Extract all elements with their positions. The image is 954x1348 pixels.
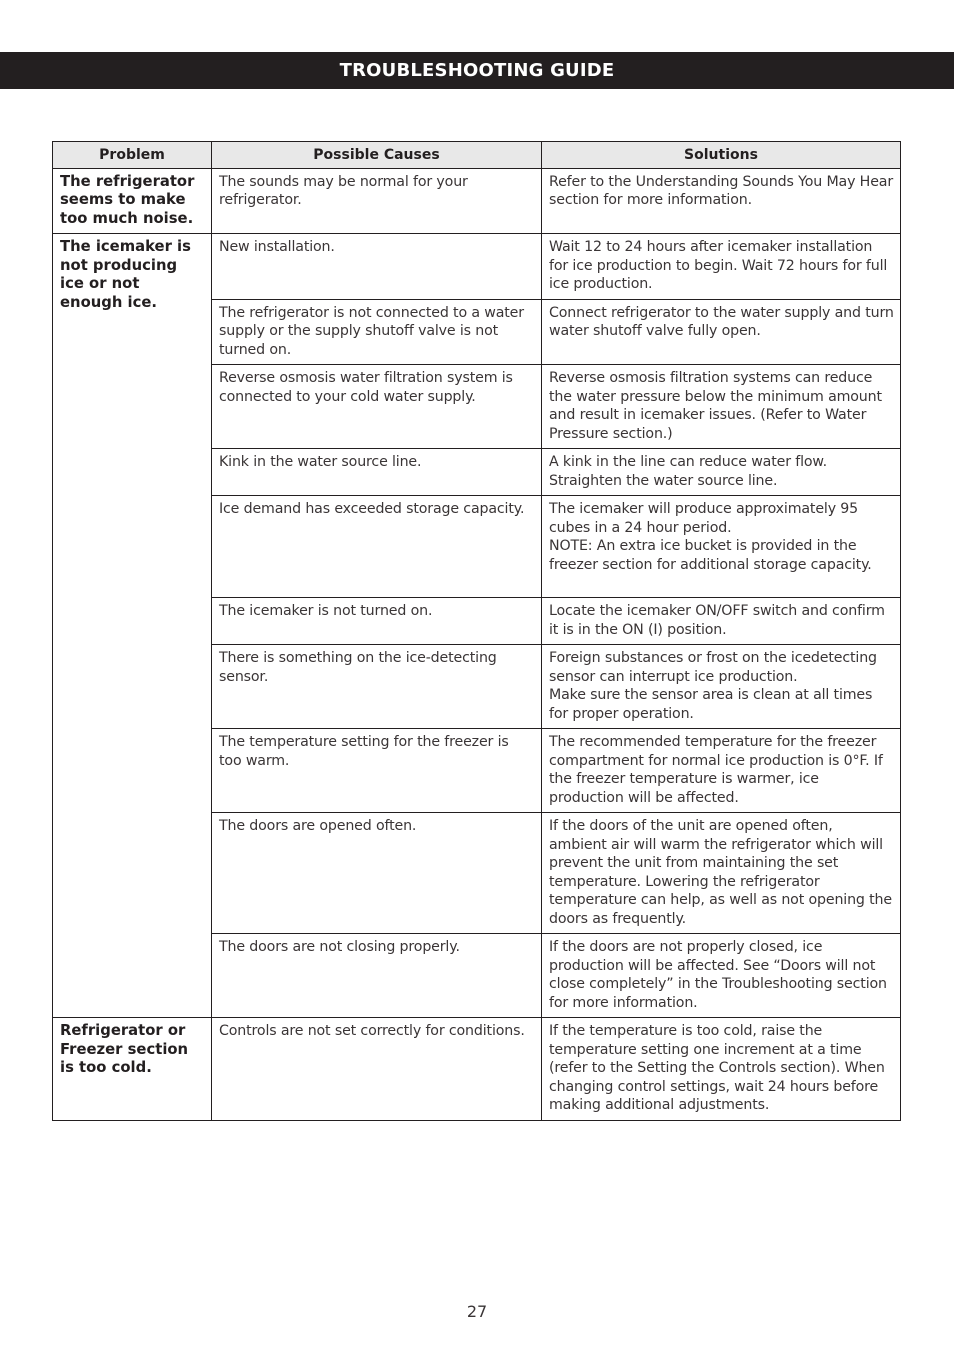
- problem-cell: The icemaker is not producing ice or not enough ice.: [53, 234, 212, 1018]
- header-possible-causes: Possible Causes: [212, 142, 542, 169]
- table-header-row: [53, 142, 901, 169]
- solution-note: NOTE: An extra ice bucket is provided in the freezer section for additional storage capacity.: [549, 538, 872, 573]
- troubleshooting-table: [52, 141, 901, 1121]
- solution-line: Make sure the sensor area is clean at all times for proper operation.: [549, 687, 873, 722]
- solution-cell: Connect refrigerator to the water supply and turn water shutoff valve fully open.: [542, 299, 901, 365]
- cause-cell: The doors are opened often.: [212, 813, 542, 934]
- solution-cell: [542, 496, 901, 598]
- solution-line: The icemaker will produce approximately 95 cubes in a 24 hour period.: [549, 501, 859, 536]
- cause-cell: Controls are not set correctly for conditions.: [212, 1018, 542, 1121]
- cause-cell: The icemaker is not turned on.: [212, 598, 542, 645]
- cause-cell: The sounds may be normal for your refrigerator.: [212, 168, 542, 234]
- solution-cell: If the doors are not properly closed, ice production will be affected. See “Doors will not close completely” in the Troubleshooting section for more information.: [542, 934, 901, 1018]
- solution-line: Foreign substances or frost on the icedetecting sensor can interrupt ice production.: [549, 650, 877, 685]
- cause-cell: Ice demand has exceeded storage capacity.: [212, 496, 542, 598]
- cause-cell: New installation.: [212, 234, 542, 300]
- page-number: 27: [466, 1302, 488, 1321]
- solution-cell: If the doors of the unit are opened often, ambient air will warm the refrigerator which will prevent the unit from maintaining the set temperature. Lowering the refrigerator temperature can help, as well as not opening the doors as frequently.: [542, 813, 901, 934]
- solution-cell: The recommended temperature for the freezer compartment for normal ice production is 0°F. If the freezer temperature is warmer, ice production will be affected.: [542, 729, 901, 813]
- solution-cell: [542, 645, 901, 729]
- cause-cell: The refrigerator is not connected to a water supply or the supply shutoff valve is not turned on.: [212, 299, 542, 365]
- table-row: [53, 168, 901, 234]
- cause-cell: There is something on the ice-detecting sensor.: [212, 645, 542, 729]
- cause-cell: The temperature setting for the freezer is too warm.: [212, 729, 542, 813]
- solution-cell: A kink in the line can reduce water flow. Straighten the water source line.: [542, 449, 901, 496]
- page-title-bar: [0, 52, 954, 89]
- solution-cell: If the temperature is too cold, raise the temperature setting one increment at a time (refer to the Setting the Controls section). When changing control settings, wait 24 hours before making additional adjustments.: [542, 1018, 901, 1121]
- solution-cell: Reverse osmosis filtration systems can reduce the water pressure below the minimum amount and result in icemaker issues. (Refer to Water Pressure section.): [542, 365, 901, 449]
- header-problem: Problem: [53, 142, 212, 169]
- solution-cell: Wait 12 to 24 hours after icemaker installation for ice production to begin. Wait 72 hours for full ice production.: [542, 234, 901, 300]
- solution-cell: Refer to the Understanding Sounds You May Hear section for more information.: [542, 168, 901, 234]
- problem-cell: Refrigerator or Freezer section is too cold.: [53, 1018, 212, 1121]
- table-row: [53, 234, 901, 300]
- cause-cell: Reverse osmosis water filtration system is connected to your cold water supply.: [212, 365, 542, 449]
- page-title: TROUBLESHOOTING GUIDE: [339, 60, 615, 81]
- cause-cell: Kink in the water source line.: [212, 449, 542, 496]
- header-solutions: Solutions: [542, 142, 901, 169]
- table-row: [53, 1018, 901, 1121]
- solution-cell: Locate the icemaker ON/OFF switch and confirm it is in the ON (I) position.: [542, 598, 901, 645]
- problem-cell: The refrigerator seems to make too much noise.: [53, 168, 212, 234]
- cause-cell: The doors are not closing properly.: [212, 934, 542, 1018]
